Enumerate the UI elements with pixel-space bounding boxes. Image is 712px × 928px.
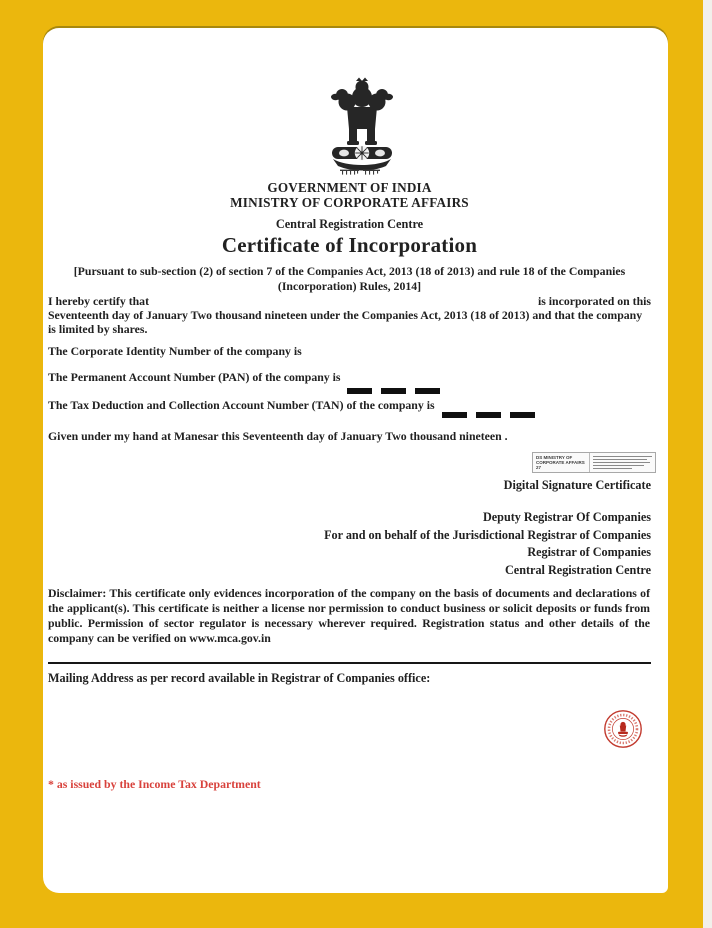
tan-line: The Tax Deduction and Collection Account Number (TAN) of the company is — [48, 398, 435, 412]
scan-edge-strip — [703, 0, 712, 928]
certificate-title: Certificate of Incorporation — [221, 233, 478, 257]
pan-redaction-bars — [347, 388, 440, 394]
tan-redaction-bars — [442, 412, 535, 418]
central-registration-centre-heading: Central Registration Centre — [275, 217, 424, 231]
signatory-block — [48, 509, 651, 579]
dsc-stamp — [532, 452, 656, 473]
pan-line: The Permanent Account Number (PAN) of the company is — [48, 370, 341, 384]
signatory-line-3: Registrar of Companies — [527, 545, 651, 559]
cin-line: The Corporate Identity Number of the company is — [48, 344, 302, 358]
dsc-stamp-signature-lines — [590, 453, 655, 472]
income-tax-footnote: * as issued by the Income Tax Department — [48, 777, 261, 791]
signatory-line-2: For and on behalf of the Jurisdictional Registrar of Companies — [324, 527, 651, 542]
ministry-heading: MINISTRY OF CORPORATE AFFAIRS — [230, 195, 469, 210]
certify-suffix: is incorporated on this — [537, 294, 651, 308]
dsc-stamp-issuer: DS MINISTRY OF CORPORATE AFFAIRS 27 — [533, 453, 590, 472]
government-of-india-heading: GOVERNMENT OF INDIA — [267, 180, 432, 195]
pursuant-clause: [Pursuant to sub-section (2) of section 7 of the Companies Act, 2013 (18 of 2013) and rule 18 of the Companies (Incorporation) Rules, 2014] — [73, 264, 626, 293]
roc-red-seal-icon — [603, 709, 643, 749]
divider-rule — [48, 662, 651, 664]
certificate-page — [43, 28, 668, 893]
certify-rest: Seventeenth day of January Two thousand nineteen under the Companies Act, 2013 (18 of 2013) and that the company is limited by shares. — [48, 308, 643, 336]
digital-signature-certificate-label: Digital Signature Certificate — [503, 478, 651, 492]
signatory-line-1: Deputy Registrar Of Companies — [482, 510, 651, 524]
certification-paragraph — [48, 294, 651, 336]
given-under-hand-line: Given under my hand at Manesar this Seventeenth day of January Two thousand nineteen . — [48, 429, 508, 443]
state-emblem-icon — [320, 77, 404, 177]
mailing-address-label: Mailing Address as per record available in Registrar of Companies office: — [48, 671, 431, 685]
certify-prefix: I hereby certify that — [48, 294, 150, 308]
signatory-line-4: Central Registration Centre — [505, 562, 651, 577]
disclaimer-paragraph: Disclaimer: This certificate only evidences incorporation of the company on the basis of documents and declarations of the applicant(s). This certificate is neither a license nor permission to conduct business or solicit deposits or funds from public. Permission of sector regulator is necessary wherever required. Registration status and other details of the company can be verified on www.mca.gov.in — [48, 586, 650, 645]
